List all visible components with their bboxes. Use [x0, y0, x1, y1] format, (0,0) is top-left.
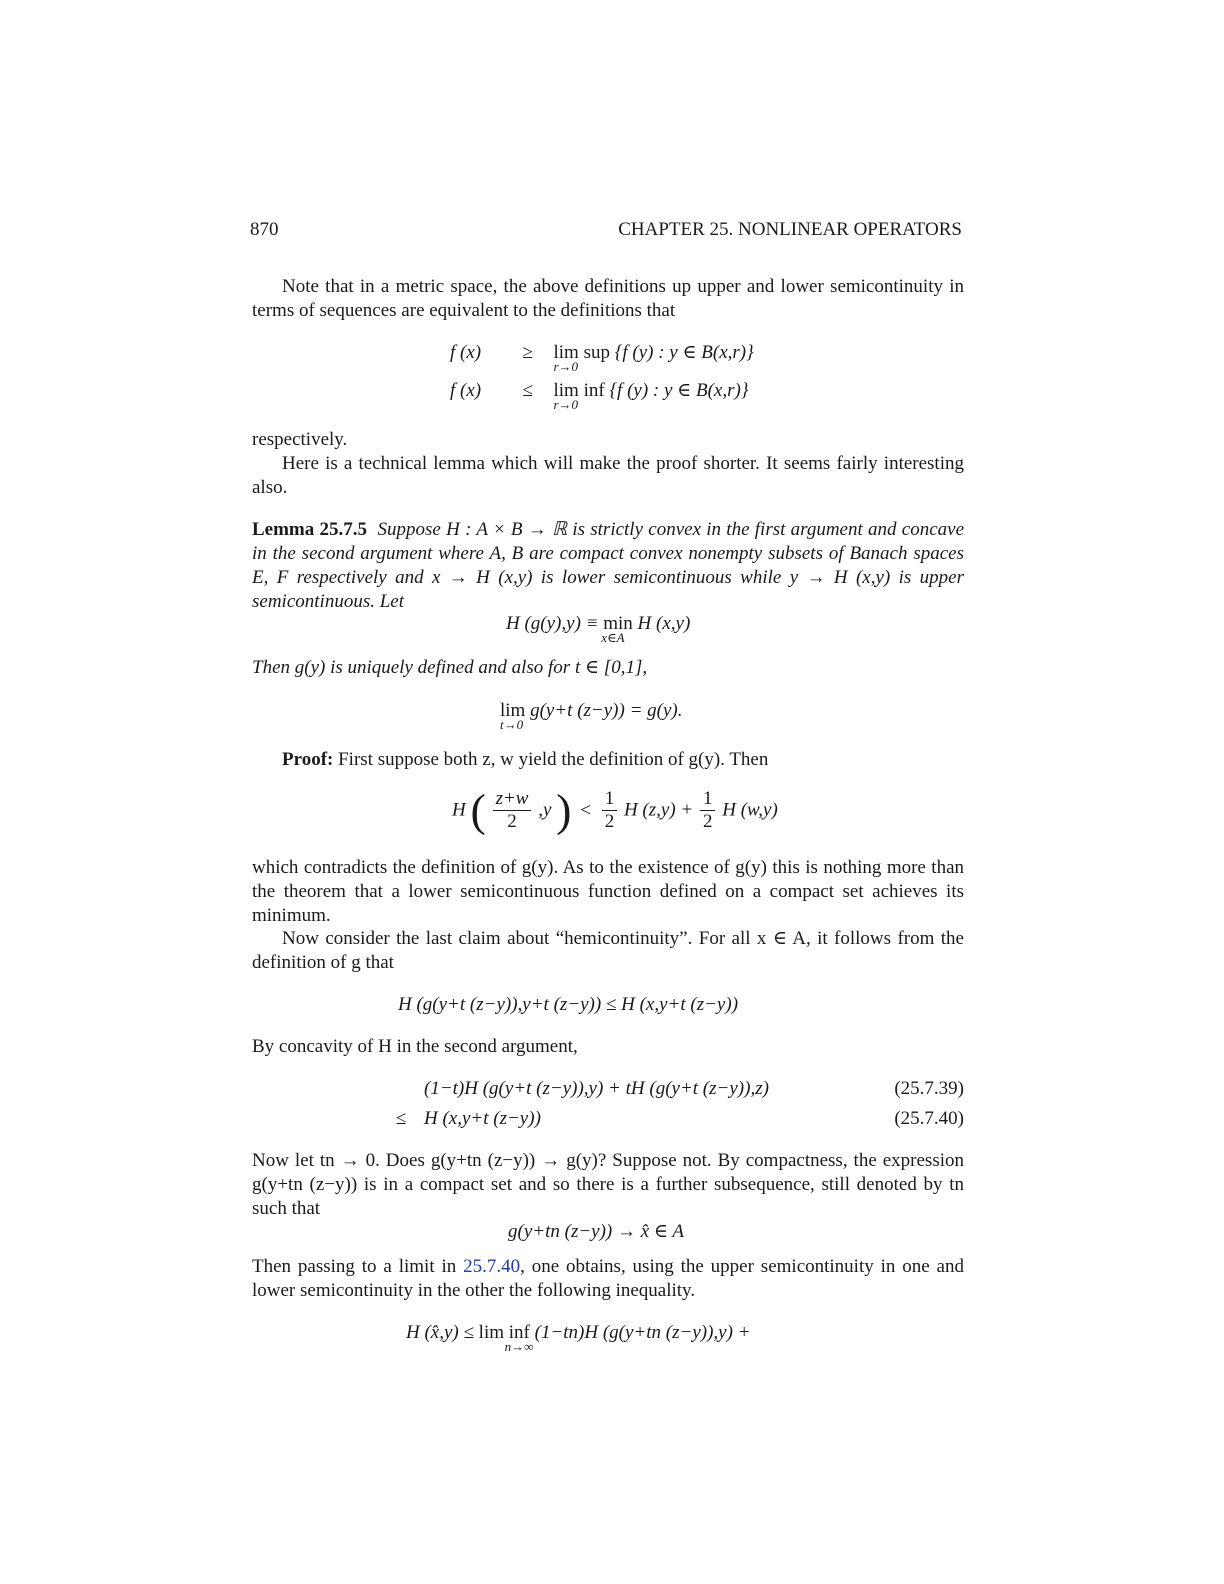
lemma-equation-limit: lim t→0 g(y+t (z−y)) = g(y).: [500, 700, 683, 732]
lemma-equation-min: H (g(y),y) ≡ min x∈A H (x,y): [506, 613, 691, 645]
proof-label: Proof:: [282, 749, 334, 770]
equation-definition-g: H (g(y+t (z−y)),y+t (z−y)) ≤ H (x,y+t (z−y)): [398, 994, 739, 1015]
lemma-text: Suppose H : A × B → ℝ is strictly convex in the first argument and concave in the second argument where A, B are compact convex nonempty subsets of Banach spaces E, F respectively and x → H (x,y) is lower semicontinuous while y → H (x,y) is upper semicontinuous. Let: [252, 519, 964, 612]
display-liminf-row: f (x) ≤ lim inf r→0 {f (y) : y ∈ B(x,r)}: [450, 380, 749, 412]
paragraph-respectively: respectively.: [252, 429, 348, 450]
equation-link-25-7-40[interactable]: 25.7.40: [463, 1256, 521, 1277]
lemma-then: Then g(y) is uniquely defined and also for t ∈ [0,1],: [252, 657, 648, 678]
page-number: 870: [250, 219, 279, 240]
lemma-statement: [252, 518, 964, 614]
running-header: CHAPTER 25. NONLINEAR OPERATORS: [618, 219, 962, 240]
paragraph-intro: Note that in a metric space, the above definitions up upper and lower semicontinuity in terms of sequences are equivalent to the definitions that: [252, 276, 964, 321]
proof-equation-convexity: H ( $\frac{z+w}{2}$ ,y ) < $\frac{1}{2}$ H (z,y) + $\frac{1}{2}$ H (w,y): [452, 784, 778, 836]
equation-number-40: (25.7.40): [894, 1108, 964, 1129]
paragraph-limit-tn: Now let tn → 0. Does g(y+tn (z−y)) → g(y)? Suppose not. By compactness, the expression g(y+tn (z−y)) is in a compact set and so there is a further subsequence, still denoted by tn such that: [252, 1150, 964, 1219]
paragraph-contradiction: which contradicts the definition of g(y). As to the existence of g(y) this is nothing more than the theorem that a lower semicontinuous function defined on a compact set achieves its minimum.: [252, 857, 964, 926]
paragraph-technical-lemma: Here is a technical lemma which will make the proof shorter. It seems fairly interesting also.: [252, 453, 964, 498]
paragraph-concavity: By concavity of H in the second argument,: [252, 1036, 578, 1057]
equation-number-39: (25.7.39): [894, 1078, 964, 1099]
equation-subsequence: g(y+tn (z−y)) → x̂ ∈ A: [508, 1221, 685, 1242]
proof-start: Proof: First suppose both z, w yield the definition of g(y). Then: [282, 749, 769, 770]
lemma-label: Lemma 25.7.5: [252, 519, 368, 540]
equation-liminf: H (x̂,y) ≤ lim inf n→∞ (1−tn)H (g(y+tn (z−y)),y) +: [406, 1322, 751, 1354]
display-limsup-row: f (x) ≥ lim sup r→0 {f (y) : y ∈ B(x,r)}: [450, 342, 754, 374]
paragraph-hemicontinuity: Now consider the last claim about “hemicontinuity”. For all x ∈ A, it follows from the definition of g that: [252, 928, 964, 973]
paragraph-passing-limit: Then passing to a limit in 25.7.40, one obtains, using the upper semicontinuity in one and lower semicontinuity in the other the following inequality.: [252, 1256, 964, 1301]
